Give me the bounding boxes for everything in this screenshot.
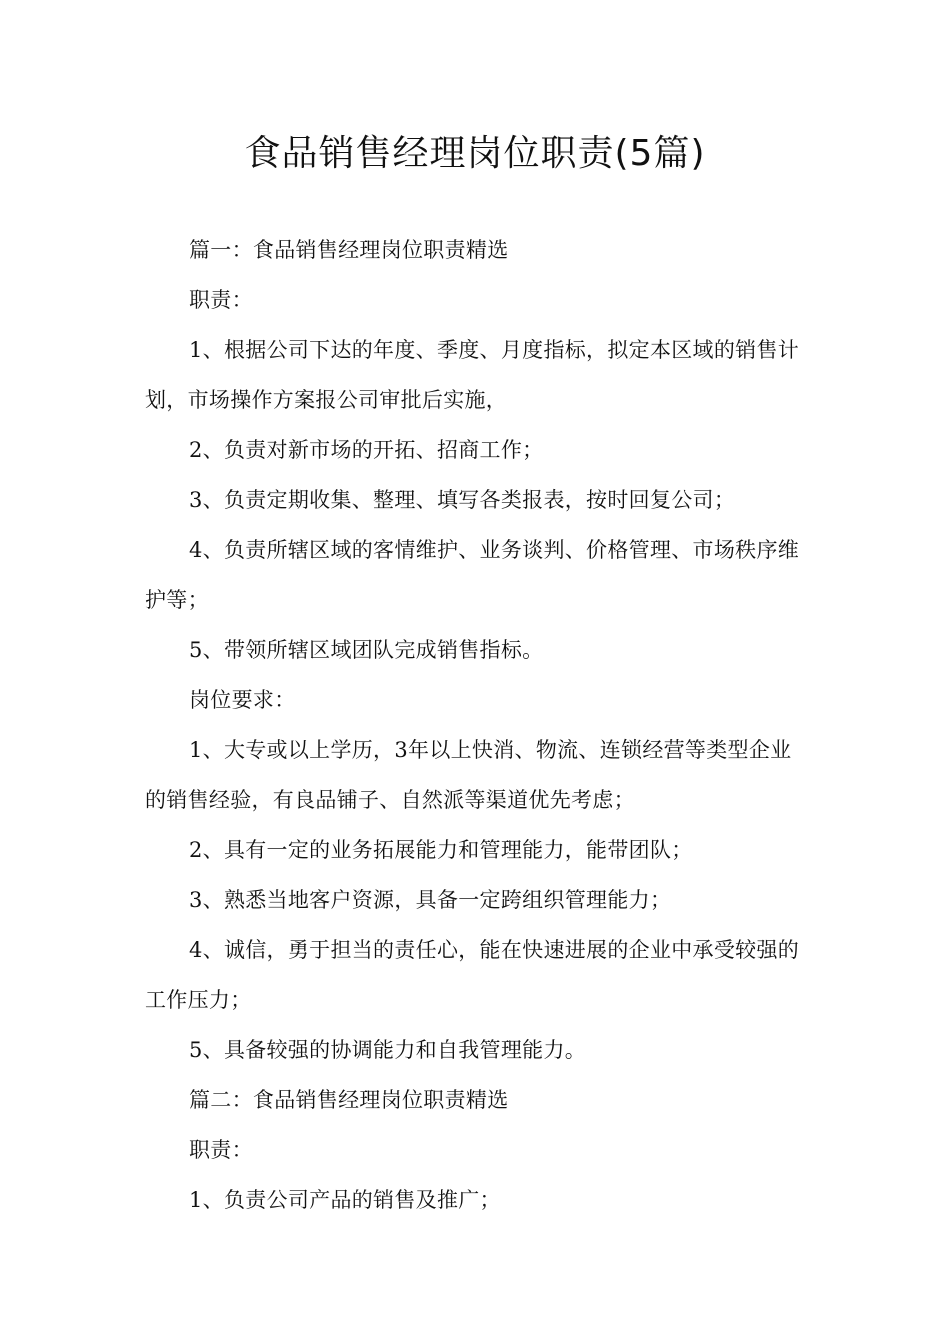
list-item: 5、带领所辖区域团队完成销售指标。	[189, 638, 544, 662]
subheading: 职责：	[189, 288, 253, 312]
list-item: 5、具备较强的协调能力和自我管理能力。	[189, 1038, 587, 1062]
list-item: 3、熟悉当地客户资源，具备一定跨组织管理能力；	[189, 888, 672, 912]
list-item: 2、具有一定的业务拓展能力和管理能力，能带团队；	[189, 838, 693, 862]
document-body	[145, 225, 807, 1225]
subheading: 岗位要求：	[189, 688, 296, 712]
page-title: 食品销售经理岗位职责(5篇)	[244, 133, 706, 174]
list-item: 4、诚信，勇于担当的责任心，能在快速进展的企业中承受较强的工作压力；	[145, 938, 800, 1012]
list-item: 1、根据公司下达的年度、季度、月度指标，拟定本区域的销售计划，市场操作方案报公司审批后实施，	[145, 338, 800, 412]
list-item: 2、负责对新市场的开拓、招商工作；	[189, 438, 544, 462]
subheading: 职责：	[189, 1138, 253, 1162]
list-item: 1、大专或以上学历，3年以上快消、物流、连锁经营等类型企业的销售经验，有良品铺子、自然派等渠道优先考虑；	[145, 738, 792, 812]
list-item: 3、负责定期收集、整理、填写各类报表，按时回复公司；	[189, 488, 736, 512]
list-item: 4、负责所辖区域的客情维护、业务谈判、价格管理、市场秩序维护等；	[145, 538, 800, 612]
section-heading: 篇二：食品销售经理岗位职责精选	[189, 1088, 509, 1112]
list-item: 1、负责公司产品的销售及推广；	[189, 1188, 501, 1212]
section-heading: 篇一：食品销售经理岗位职责精选	[189, 238, 509, 262]
